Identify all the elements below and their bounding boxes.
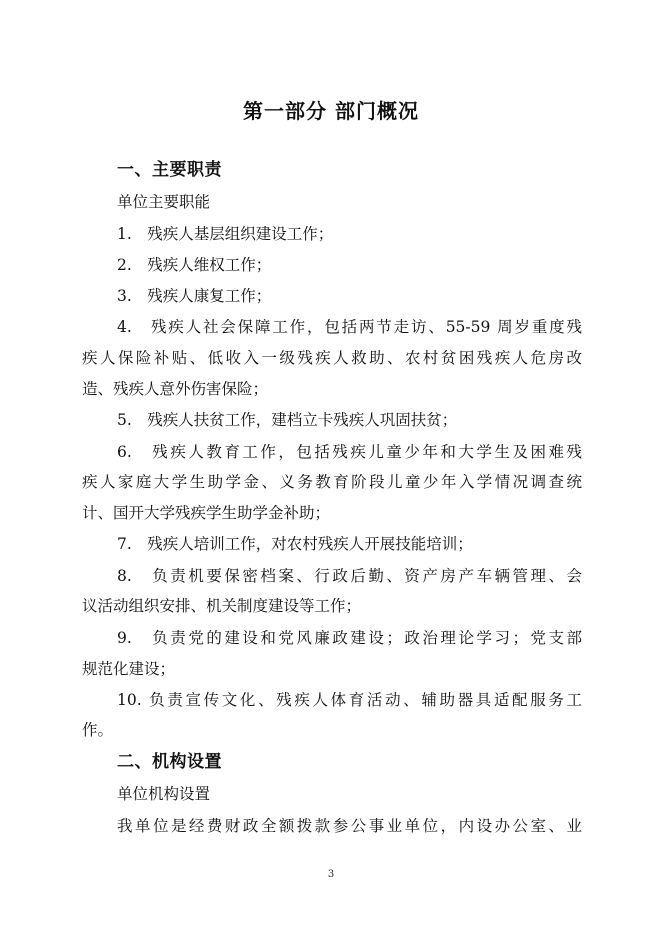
list-item: 4. 残疾人社会保障工作，包括两节走访、55-59 周岁重度残	[117, 318, 582, 336]
section-subheading-organization: 单位机构设置	[117, 785, 211, 803]
list-item-continuation: 规范化建设；	[82, 660, 176, 678]
section-heading-duties: 一、主要职责	[117, 160, 222, 180]
list-item-continuation: 计、国开大学残疾学生助学金补助；	[82, 504, 331, 522]
list-item: 6. 残疾人教育工作，包括残疾儿童少年和大学生及困难残	[117, 443, 582, 461]
list-item: 1. 残疾人基层组织建设工作；	[117, 225, 334, 243]
list-item-continuation: 作。	[82, 721, 114, 739]
list-item-continuation: 议活动组织安排、机关制度建设等工作；	[82, 597, 362, 615]
list-item: 2. 残疾人维权工作；	[117, 256, 272, 274]
list-item: 10. 负责宣传文化、残疾人体育活动、辅助器具适配服务工	[117, 691, 582, 709]
list-item: 9. 负责党的建设和党风廉政建设；政治理论学习；党支部	[117, 629, 582, 647]
section-heading-organization: 二、机构设置	[117, 752, 222, 772]
list-item-continuation: 造、残疾人意外伤害保险；	[82, 380, 269, 398]
list-item: 8. 负责机要保密档案、行政后勤、资产房产车辆管理、会	[117, 567, 582, 585]
list-item: 3. 残疾人康复工作；	[117, 287, 272, 305]
page-title: 第一部分 部门概况	[243, 99, 419, 123]
list-item: 5. 残疾人扶贫工作，建档立卡残疾人巩固扶贫；	[117, 411, 458, 429]
paragraph-line: 我单位是经费财政全额拨款参公事业单位，内设办公室、业	[117, 817, 582, 835]
section-subheading-functions: 单位主要职能	[117, 193, 211, 211]
list-item-continuation: 疾人家庭大学生助学金、义务教育阶段儿童少年入学情况调查统	[82, 473, 582, 491]
page-number: 3	[327, 869, 335, 880]
list-item: 7. 残疾人培训工作，对农村残疾人开展技能培训；	[117, 535, 473, 553]
list-item-continuation: 疾人保险补贴、低收入一级残疾人救助、农村贫困残疾人危房改	[82, 349, 582, 367]
